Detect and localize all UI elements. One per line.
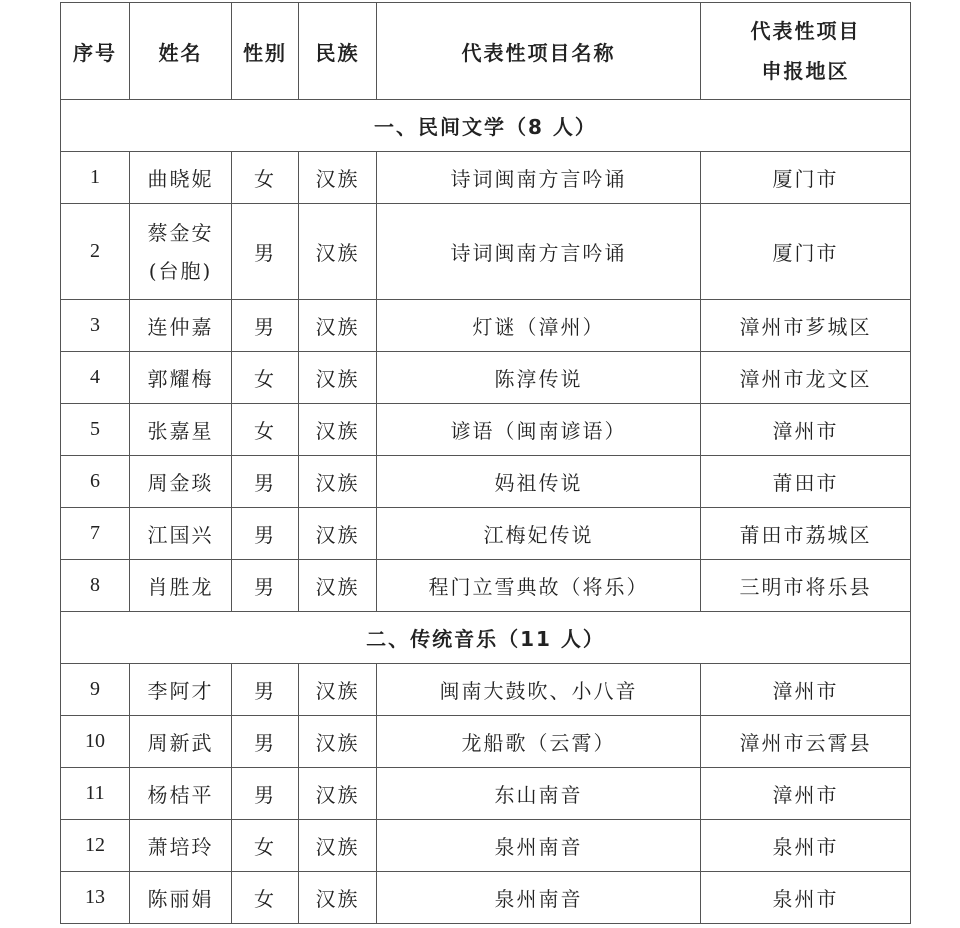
cell-ethnicity: 汉族 [299,872,377,924]
table-row [61,768,911,820]
cell-seq: 11 [61,768,130,820]
cell-region: 莆田市 [701,456,911,508]
cell-project: 陈淳传说 [377,352,701,404]
cell-name: 陈丽娟 [130,872,232,924]
cell-region: 漳州市 [701,664,911,716]
cell-gender: 男 [232,300,299,352]
cell-ethnicity: 汉族 [299,560,377,612]
cell-name: 郭耀梅 [130,352,232,404]
table-row [61,456,911,508]
cell-gender: 男 [232,664,299,716]
table-row [61,352,911,404]
cell-name-line2: (台胞) [148,258,213,283]
header-seq: 序号 [61,3,130,100]
header-region [701,3,911,100]
cell-seq: 1 [61,152,130,204]
cell-seq: 6 [61,456,130,508]
cell-seq: 8 [61,560,130,612]
header-region-line1: 代表性项目 [750,19,861,43]
cell-gender: 女 [232,404,299,456]
cell-seq: 9 [61,664,130,716]
cell-region: 漳州市龙文区 [701,352,911,404]
section-row [61,612,911,664]
cell-ethnicity: 汉族 [299,820,377,872]
cell-ethnicity: 汉族 [299,768,377,820]
cell-project: 泉州南音 [377,820,701,872]
inheritor-table-container [60,2,910,924]
header-name: 姓名 [130,3,232,100]
cell-region: 厦门市 [701,152,911,204]
cell-project: 泉州南音 [377,872,701,924]
cell-name-line1: 蔡金安 [147,220,214,245]
cell-project: 灯谜（漳州） [377,300,701,352]
cell-project: 东山南音 [377,768,701,820]
cell-name: 张嘉星 [130,404,232,456]
header-gender: 性别 [232,3,299,100]
cell-name: 李阿才 [130,664,232,716]
inheritor-table [60,2,911,924]
header-project: 代表性项目名称 [377,3,701,100]
cell-name: 曲晓妮 [130,152,232,204]
cell-project: 诗词闽南方言吟诵 [377,152,701,204]
table-row [61,204,911,300]
cell-project: 妈祖传说 [377,456,701,508]
cell-region: 三明市将乐县 [701,560,911,612]
section-title: 一、民间文学（8 人） [61,100,911,152]
cell-gender: 女 [232,152,299,204]
cell-region: 泉州市 [701,872,911,924]
cell-seq: 4 [61,352,130,404]
cell-project: 闽南大鼓吹、小八音 [377,664,701,716]
cell-ethnicity: 汉族 [299,716,377,768]
cell-project: 龙船歌（云霄） [377,716,701,768]
table-row [61,404,911,456]
table-row [61,152,911,204]
cell-region: 漳州市云霄县 [701,716,911,768]
cell-ethnicity: 汉族 [299,204,377,300]
cell-name: 连仲嘉 [130,300,232,352]
table-header-row [61,3,911,100]
cell-gender: 男 [232,768,299,820]
cell-gender: 男 [232,560,299,612]
cell-name: 周新武 [130,716,232,768]
cell-ethnicity: 汉族 [299,664,377,716]
cell-gender: 女 [232,872,299,924]
cell-seq: 5 [61,404,130,456]
table-row [61,664,911,716]
cell-name: 周金琰 [130,456,232,508]
cell-gender: 男 [232,716,299,768]
cell-project: 诗词闽南方言吟诵 [377,204,701,300]
cell-seq: 7 [61,508,130,560]
header-region-line2: 申报地区 [761,59,850,83]
cell-region: 厦门市 [701,204,911,300]
cell-ethnicity: 汉族 [299,508,377,560]
cell-name: 萧培玲 [130,820,232,872]
cell-region: 莆田市荔城区 [701,508,911,560]
cell-name [130,204,232,300]
cell-seq: 12 [61,820,130,872]
cell-name: 江国兴 [130,508,232,560]
cell-region: 泉州市 [701,820,911,872]
cell-ethnicity: 汉族 [299,456,377,508]
cell-gender: 男 [232,508,299,560]
cell-ethnicity: 汉族 [299,404,377,456]
cell-project: 谚语（闽南谚语） [377,404,701,456]
cell-ethnicity: 汉族 [299,352,377,404]
cell-region: 漳州市 [701,404,911,456]
cell-gender: 男 [232,204,299,300]
cell-seq: 3 [61,300,130,352]
cell-name: 肖胜龙 [130,560,232,612]
header-ethnicity: 民族 [299,3,377,100]
cell-region: 漳州市芗城区 [701,300,911,352]
table-row [61,300,911,352]
cell-ethnicity: 汉族 [299,300,377,352]
table-row [61,872,911,924]
cell-project: 江梅妃传说 [377,508,701,560]
section-row [61,100,911,152]
cell-name: 杨桔平 [130,768,232,820]
table-row [61,560,911,612]
section-title: 二、传统音乐（11 人） [61,612,911,664]
cell-ethnicity: 汉族 [299,152,377,204]
cell-seq: 13 [61,872,130,924]
table-row [61,820,911,872]
cell-gender: 女 [232,352,299,404]
table-row [61,716,911,768]
cell-project: 程门立雪典故（将乐） [377,560,701,612]
cell-gender: 男 [232,456,299,508]
cell-seq: 2 [61,204,130,300]
table-row [61,508,911,560]
cell-region: 漳州市 [701,768,911,820]
cell-gender: 女 [232,820,299,872]
cell-seq: 10 [61,716,130,768]
